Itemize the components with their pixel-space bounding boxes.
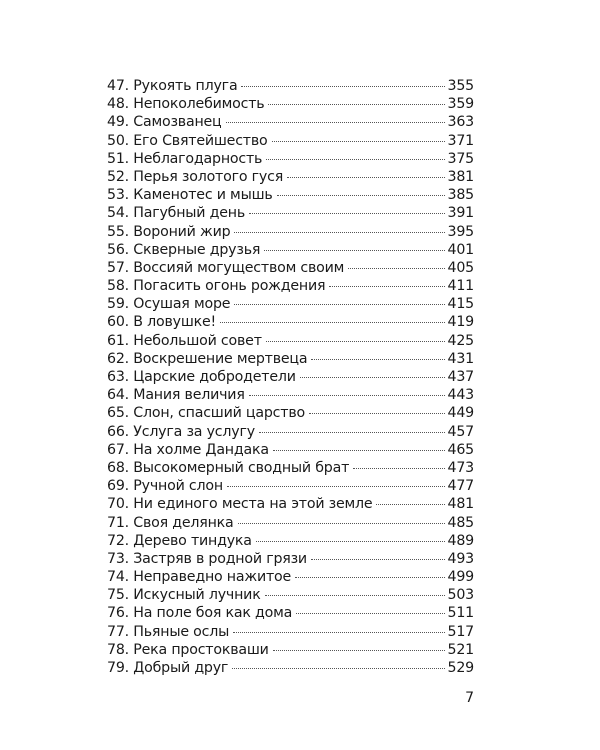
- toc-entry-title: 53. Каменотес и мышь: [107, 187, 273, 204]
- dot-leader: [295, 577, 444, 578]
- toc-entry-page: 381: [447, 168, 474, 185]
- dot-leader: [268, 104, 444, 105]
- toc-entry-page: 415: [447, 296, 474, 313]
- toc-entry: [107, 441, 474, 459]
- toc-entry-page: 375: [447, 150, 474, 167]
- dot-leader: [266, 159, 444, 160]
- toc-entry-page: 405: [447, 259, 474, 276]
- toc-entry: [107, 113, 474, 131]
- toc-entry-page: 419: [447, 314, 474, 331]
- toc-entry-page: 395: [447, 223, 474, 240]
- toc-entry-title: 54. Пагубный день: [107, 205, 246, 222]
- toc-entry-page: 355: [447, 78, 474, 94]
- toc-entry: [107, 332, 474, 350]
- toc-entry: [107, 150, 474, 168]
- toc-entry-page: 401: [447, 241, 474, 258]
- toc-entry: [107, 168, 474, 186]
- dot-leader: [234, 304, 444, 305]
- toc-entry-page: 437: [447, 369, 474, 385]
- dot-leader: [249, 395, 445, 396]
- dot-leader: [226, 122, 445, 123]
- toc-entry-title: 59. Осушая море: [107, 296, 231, 313]
- toc-entry: [107, 477, 474, 495]
- dot-leader: [273, 450, 445, 451]
- toc-entry-page: 359: [447, 96, 474, 113]
- dot-leader: [265, 595, 445, 596]
- toc-entry-title: 79. Добрый друг: [107, 660, 229, 676]
- table-of-contents: [107, 77, 474, 677]
- toc-entry: [107, 132, 474, 150]
- toc-entry: [107, 495, 474, 513]
- dot-leader: [277, 195, 445, 196]
- toc-entry-title: 61. Небольшой совет: [107, 332, 262, 349]
- toc-entry: [107, 550, 474, 568]
- dot-leader: [311, 559, 445, 560]
- dot-leader: [348, 268, 444, 269]
- toc-entry-page: 529: [447, 660, 474, 676]
- toc-entry-page: 511: [447, 605, 474, 622]
- toc-entry: [107, 259, 474, 277]
- toc-entry-page: 473: [447, 459, 474, 476]
- toc-entry-title: 47. Рукоять плуга: [107, 78, 238, 94]
- toc-entry-title: 78. Река простокваши: [107, 641, 269, 658]
- dot-leader: [287, 177, 444, 178]
- dot-leader: [296, 613, 444, 614]
- dot-leader: [264, 250, 444, 251]
- toc-entry-page: 485: [447, 514, 474, 531]
- toc-entry-page: 443: [447, 387, 474, 404]
- toc-entry-title: 51. Неблагодарность: [107, 150, 263, 167]
- dot-leader: [376, 504, 444, 505]
- toc-entry-title: 64. Мания величия: [107, 387, 245, 404]
- toc-entry-title: 62. Воскрешение мертвеца: [107, 350, 308, 367]
- toc-entry-title: 55. Вороний жир: [107, 223, 231, 240]
- toc-entry-title: 76. На поле боя как дома: [107, 605, 293, 622]
- toc-entry-page: 385: [447, 187, 474, 204]
- dot-leader: [272, 141, 445, 142]
- toc-entry: [107, 223, 474, 241]
- toc-entry-title: 66. Услуга за услугу: [107, 423, 255, 440]
- toc-entry: [107, 659, 474, 677]
- toc-entry-title: 57. Воссияй могуществом своим: [107, 259, 345, 276]
- page-number: 7: [465, 690, 474, 706]
- dot-leader: [329, 286, 444, 287]
- dot-leader: [238, 523, 445, 524]
- toc-entry: [107, 641, 474, 659]
- toc-entry-page: 457: [447, 423, 474, 440]
- dot-leader: [220, 322, 445, 323]
- toc-entry-title: 63. Царские добродетели: [107, 369, 296, 385]
- toc-entry-title: 68. Высокомерный сводный брат: [107, 459, 350, 476]
- toc-entry-page: 363: [447, 114, 474, 131]
- toc-entry: [107, 241, 474, 259]
- dot-leader: [241, 86, 444, 87]
- toc-entry-page: 477: [447, 478, 474, 495]
- toc-entry: [107, 568, 474, 586]
- toc-entry-page: 391: [447, 205, 474, 222]
- toc-entry-title: 49. Самозванец: [107, 114, 222, 131]
- toc-entry: [107, 459, 474, 477]
- toc-entry-page: 411: [447, 278, 474, 295]
- toc-entry-page: 503: [447, 587, 474, 604]
- toc-entry-title: 58. Погасить огонь рождения: [107, 278, 326, 295]
- toc-entry-title: 71. Своя делянка: [107, 514, 234, 531]
- toc-entry-title: 70. Ни единого места на этой земле: [107, 496, 373, 513]
- toc-entry-title: 56. Скверные друзья: [107, 241, 261, 258]
- toc-entry-title: 67. На холме Дандака: [107, 441, 269, 458]
- toc-entry-title: 60. В ловушке!: [107, 314, 216, 331]
- toc-entry: [107, 204, 474, 222]
- dot-leader: [234, 232, 444, 233]
- toc-entry-page: 481: [447, 496, 474, 513]
- toc-entry: [107, 386, 474, 404]
- toc-entry-title: 65. Слон, спасший царство: [107, 405, 305, 422]
- toc-entry-title: 50. Его Святейшество: [107, 132, 268, 149]
- dot-leader: [249, 213, 444, 214]
- toc-entry-title: 52. Перья золотого гуся: [107, 168, 284, 185]
- toc-entry-title: 48. Непоколебимость: [107, 96, 265, 113]
- dot-leader: [300, 377, 445, 378]
- dot-leader: [227, 486, 445, 487]
- dot-leader: [309, 413, 445, 414]
- toc-entry-title: 69. Ручной слон: [107, 478, 223, 495]
- toc-entry: [107, 404, 474, 422]
- dot-leader: [266, 341, 445, 342]
- toc-entry: [107, 586, 474, 604]
- dot-leader: [259, 432, 445, 433]
- toc-entry: [107, 77, 474, 95]
- toc-entry-page: 449: [447, 405, 474, 422]
- toc-entry-page: 489: [447, 532, 474, 549]
- toc-entry-title: 74. Неправедно нажитое: [107, 569, 292, 586]
- toc-entry: [107, 368, 474, 386]
- toc-entry: [107, 604, 474, 622]
- toc-entry-title: 75. Искусный лучник: [107, 587, 261, 604]
- toc-entry: [107, 350, 474, 368]
- toc-entry-page: 521: [447, 641, 474, 658]
- toc-entry-page: 517: [447, 623, 474, 640]
- toc-entry-page: 371: [447, 132, 474, 149]
- toc-entry: [107, 313, 474, 331]
- toc-entry: [107, 186, 474, 204]
- dot-leader: [256, 541, 445, 542]
- toc-entry-title: 77. Пьяные ослы: [107, 623, 230, 640]
- toc-entry: [107, 423, 474, 441]
- toc-entry-page: 425: [447, 332, 474, 349]
- dot-leader: [273, 650, 445, 651]
- toc-entry-title: 72. Дерево тиндука: [107, 532, 252, 549]
- dot-leader: [353, 468, 444, 469]
- toc-entry: [107, 295, 474, 313]
- toc-entry-page: 465: [447, 441, 474, 458]
- toc-entry-title: 73. Застряв в родной грязи: [107, 550, 307, 567]
- toc-entry: [107, 623, 474, 641]
- toc-entry: [107, 532, 474, 550]
- dot-leader: [233, 632, 444, 633]
- toc-entry-page: 431: [447, 350, 474, 367]
- dot-leader: [311, 359, 444, 360]
- toc-entry: [107, 277, 474, 295]
- toc-entry-page: 499: [447, 569, 474, 586]
- dot-leader: [232, 668, 444, 669]
- toc-entry: [107, 95, 474, 113]
- toc-entry-page: 493: [447, 550, 474, 567]
- toc-entry: [107, 514, 474, 532]
